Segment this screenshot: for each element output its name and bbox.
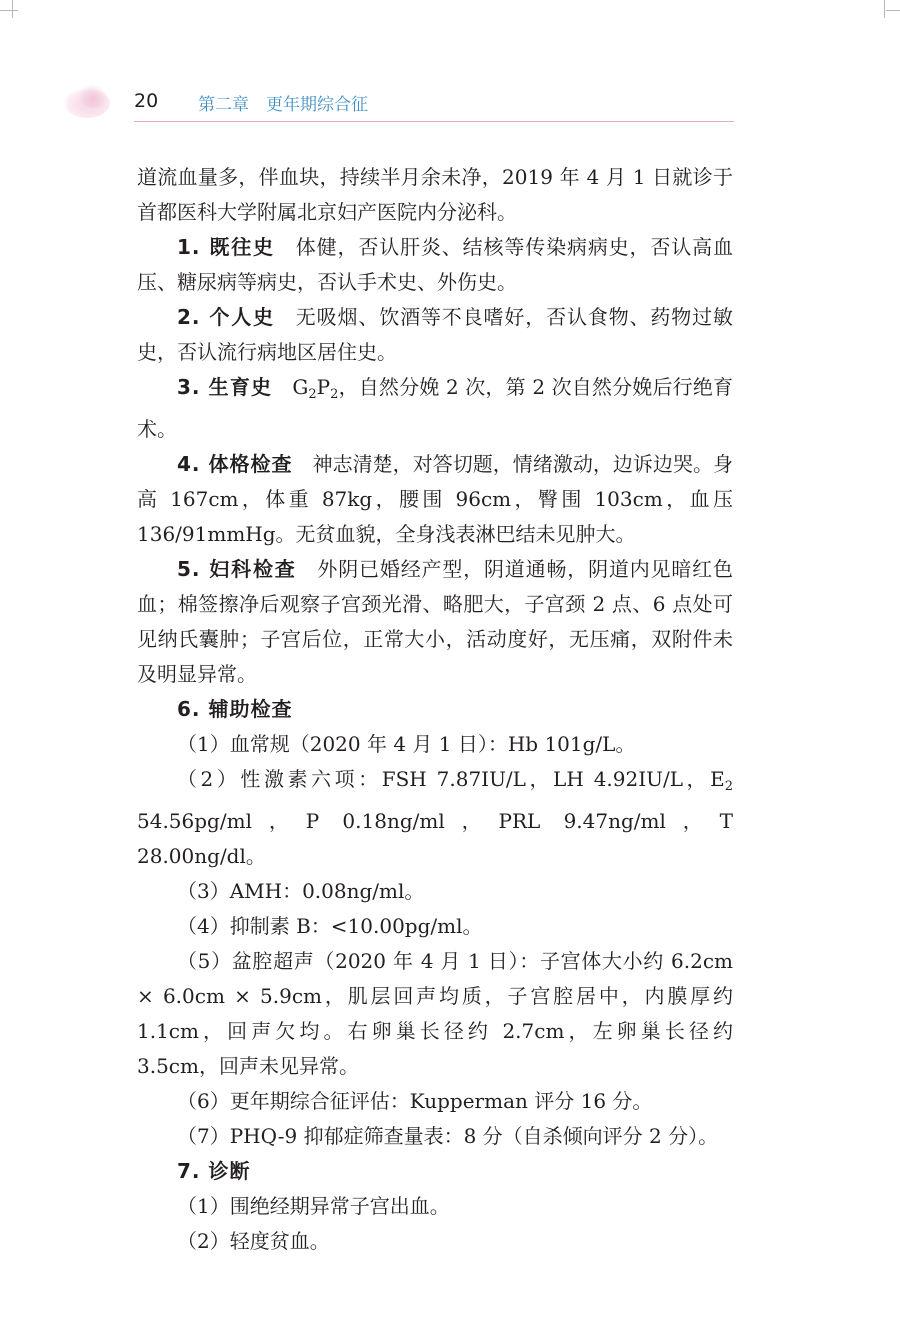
section-heading: 3. 生育史 xyxy=(177,375,273,399)
section-text: 无吸烟、饮酒等不良嗜好，否认食物、药物过敏史，否认流行病地区居住史。 xyxy=(137,305,733,364)
crop-mark-right-h xyxy=(886,10,900,11)
chapter-title: 第二章 更年期综合征 xyxy=(198,95,368,115)
section-diagnosis xyxy=(137,1154,733,1189)
section-reproductive-history xyxy=(137,370,733,447)
section-text: ，自然分娩 2 次，第 2 次自然分娩后行绝育术。 xyxy=(137,375,733,441)
list-item: （4）抑制素 B：<10.00pg/ml。 xyxy=(177,914,483,938)
crop-mark-left-h xyxy=(0,10,18,11)
section-auxiliary-exam xyxy=(137,692,733,727)
section-heading: 5. 妇科检查 xyxy=(177,557,297,581)
section-heading: 6. 辅助检查 xyxy=(177,697,293,721)
section-heading: 7. 诊断 xyxy=(177,1159,251,1183)
para-letter: P xyxy=(316,375,331,399)
list-item: （7）PHQ-9 抑郁症筛查量表：8 分（自杀倾向评分 2 分）。 xyxy=(177,1124,719,1148)
list-item: （3）AMH：0.08ng/ml。 xyxy=(177,879,425,903)
flower-petal-icon xyxy=(78,84,108,108)
section-personal-history xyxy=(137,300,733,370)
list-item: （1）血常规（2020 年 4 月 1 日）：Hb 101g/L。 xyxy=(177,732,636,756)
gravida-letter: G xyxy=(292,375,309,399)
crop-mark-left xyxy=(12,0,13,18)
section-gynecologic-exam xyxy=(137,552,733,692)
section-heading: 2. 个人史 xyxy=(177,305,275,329)
header-rule xyxy=(134,121,734,122)
page-body xyxy=(137,160,733,1259)
list-item: （6）更年期综合征评估：Kupperman 评分 16 分。 xyxy=(177,1089,653,1113)
section-past-history xyxy=(137,230,733,300)
page-number: 20 xyxy=(134,90,159,112)
list-item xyxy=(137,762,733,874)
section-physical-exam xyxy=(137,447,733,552)
list-item: （2）轻度贫血。 xyxy=(177,1229,330,1253)
section-text: 神志清楚，对答切题，情绪激动，边诉边哭。身高 167cm，体重 87kg，腰围 96cm，臀围 103cm，血压 136/91mmHg。无贫血貌，全身浅表淋巴结未见肿大。 xyxy=(137,452,733,546)
list-item-text: （2）性激素六项：FSH 7.87IU/L，LH 4.92IU/L，E xyxy=(177,767,725,791)
gravida-subscript: 2 xyxy=(308,387,317,402)
paragraph-intro: 道流血量多，伴血块，持续半月余未净，2019 年 4 月 1 日就诊于首都医科大学附属北京妇产医院内分泌科。 xyxy=(137,165,733,224)
list-item-text: 54.56pg/ml，P 0.18ng/ml，PRL 9.47ng/ml，T 28.00ng/dl。 xyxy=(137,809,733,868)
section-text: 体健，否认肝炎、结核等传染病病史，否认高血压、糖尿病等病史，否认手术史、外伤史。 xyxy=(137,235,733,294)
estradiol-subscript: 2 xyxy=(724,779,733,794)
section-heading: 1. 既往史 xyxy=(177,235,275,259)
list-item: （1）围绝经期异常子宫出血。 xyxy=(177,1194,450,1218)
crop-mark-right xyxy=(884,0,885,18)
para-subscript: 2 xyxy=(330,387,339,402)
section-heading: 4. 体格检查 xyxy=(177,452,293,476)
list-item: （5）盆腔超声（2020 年 4 月 1 日）：子宫体大小约 6.2cm × 6.0cm × 5.9cm，肌层回声均质，子宫腔居中，内膜厚约 1.1cm，回声欠均。右卵巢长径约 2.7cm，左卵巢长径约 3.5cm，回声未见异常。 xyxy=(137,949,733,1078)
section-text: 外阴已婚经产型，阴道通畅，阴道内见暗红色血；棉签擦净后观察子宫颈光滑、略肥大，子宫颈 2 点、6 点处可见纳氏囊肿；子宫后位，正常大小，活动度好，无压痛，双附件未及明显异常。 xyxy=(137,557,734,686)
